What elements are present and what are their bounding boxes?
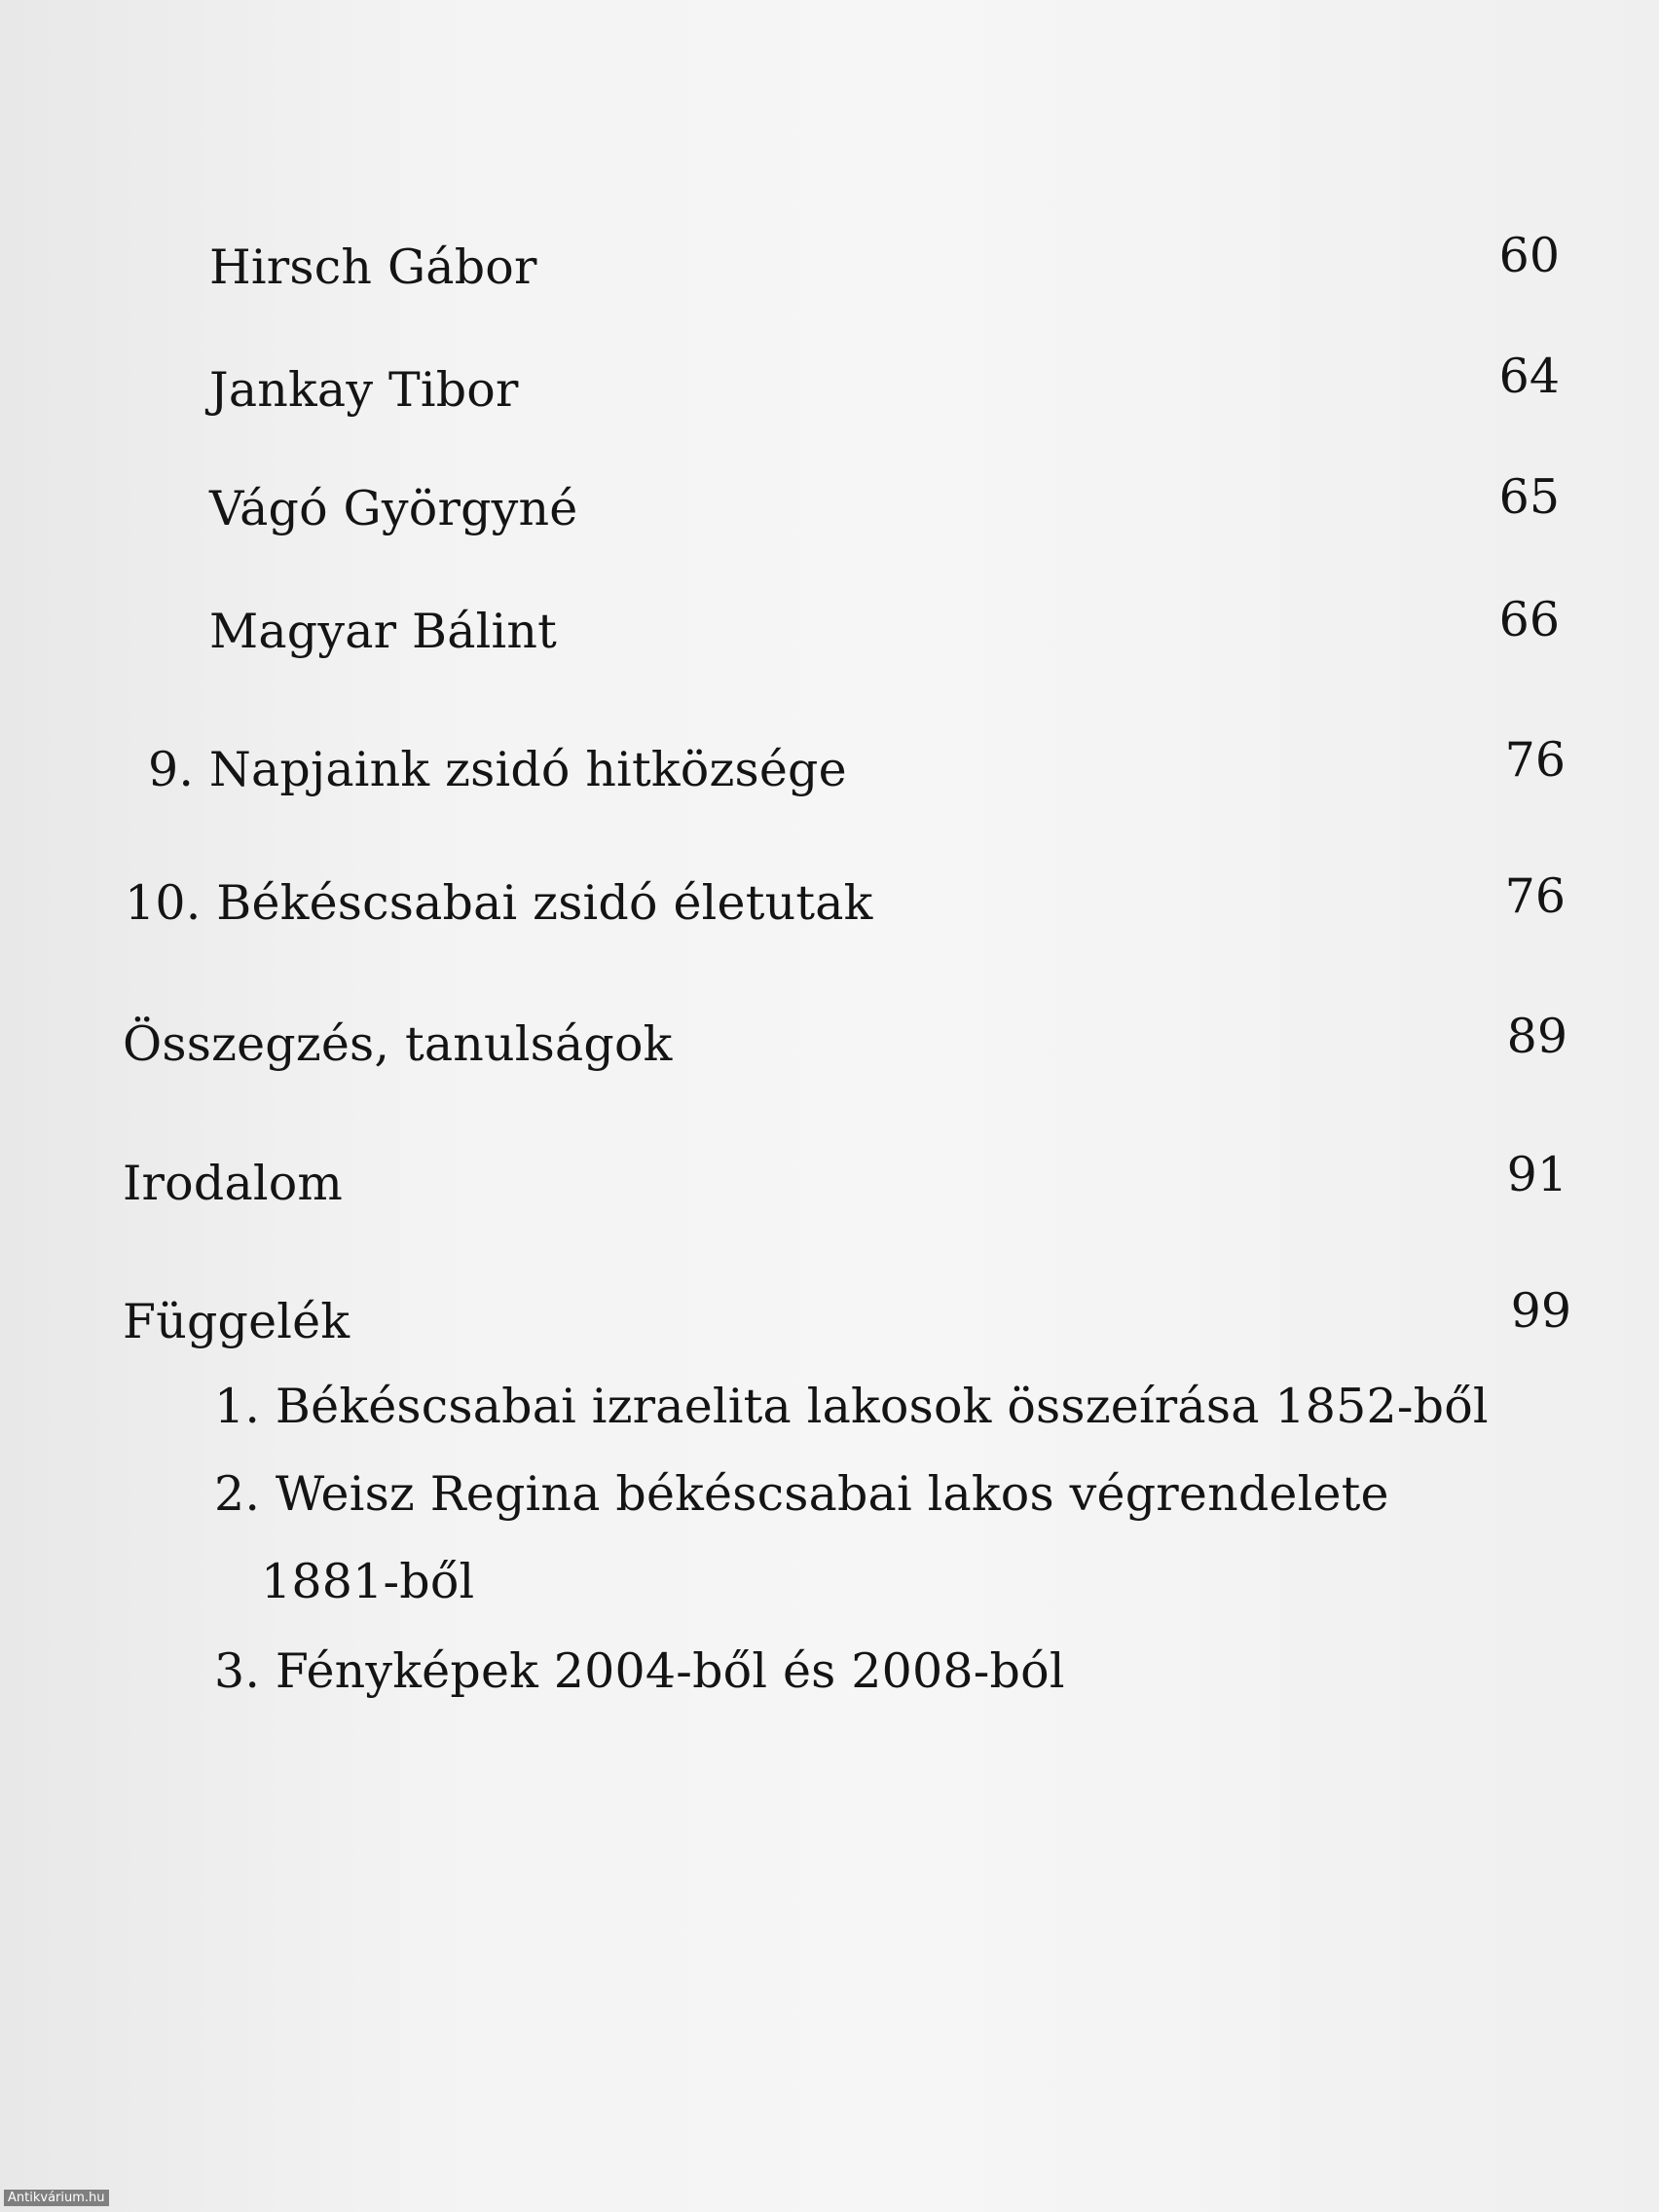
toc-entry-page: 64 [1498, 349, 1560, 404]
toc-entry-page: 60 [1498, 228, 1560, 283]
toc-entry-page: 76 [1504, 732, 1566, 788]
toc-entry-page: 65 [1498, 469, 1560, 525]
toc-chapter-title: 9. Napjaink zsidó hitközsége [148, 742, 847, 797]
toc-entry-title: Jankay Tibor [209, 362, 519, 418]
appendix-item-continuation: 1881-ből [261, 1554, 475, 1609]
toc-entry-page: 99 [1510, 1283, 1571, 1339]
toc-entry-page: 91 [1506, 1147, 1567, 1202]
watermark: Antikvárium.hu [4, 2190, 109, 2206]
appendix-item: 1. Békéscsabai izraelita lakosok összeírása 1852-ből [214, 1379, 1489, 1434]
toc-entry-title: Magyar Bálint [209, 604, 558, 659]
toc-section-title: Függelék [123, 1294, 350, 1349]
toc-section-title: Irodalom [123, 1156, 344, 1211]
toc-entry-page: 76 [1504, 868, 1566, 924]
toc-entry-title: Hirsch Gábor [209, 240, 537, 295]
appendix-item: 2. Weisz Regina békéscsabai lakos végrendelete [214, 1466, 1389, 1522]
toc-chapter-title: 10. Békéscsabai zsidó életutak [125, 875, 873, 931]
appendix-item: 3. Fényképek 2004-ből és 2008-ból [214, 1643, 1065, 1699]
toc-section-title: Összegzés, tanulságok [123, 1016, 673, 1072]
toc-entry-page: 66 [1498, 592, 1560, 647]
toc-entry-title: Vágó Györgyné [209, 481, 578, 536]
toc-entry-page: 89 [1506, 1009, 1567, 1064]
